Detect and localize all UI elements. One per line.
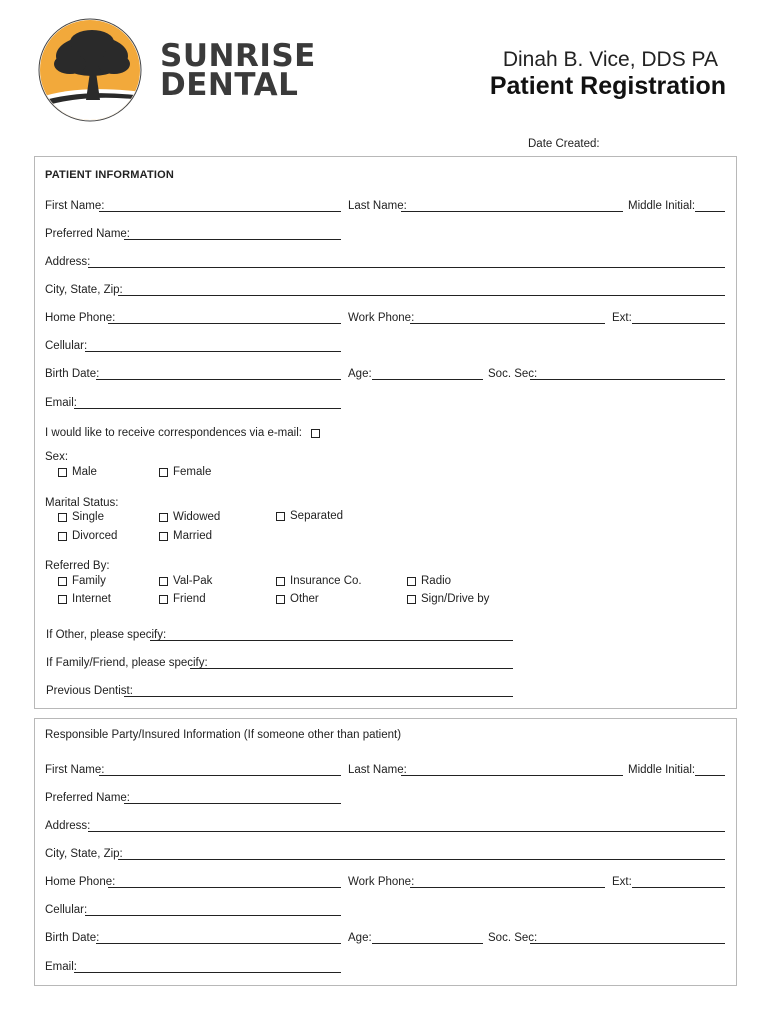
rp-first-name-field[interactable] [99, 775, 341, 776]
marital-option-single[interactable]: Single [58, 511, 104, 523]
rp-work-phone-label: Work Phone: [348, 876, 415, 888]
home-phone-field[interactable] [108, 323, 341, 324]
rp-birth-date-label: Birth Date: [45, 932, 100, 944]
referred-option-internet[interactable]: Internet [58, 593, 111, 605]
middle-initial-field[interactable] [695, 211, 725, 212]
ext-label: Ext: [612, 312, 632, 324]
checkbox[interactable] [159, 532, 168, 541]
preferred-name-label: Preferred Name: [45, 228, 131, 240]
work-phone-label: Work Phone: [348, 312, 415, 324]
rp-city-state-zip-label: City, State, Zip: [45, 848, 123, 860]
referred-option-other[interactable]: Other [276, 593, 319, 605]
date-created-label: Date Created: [528, 138, 600, 150]
if-family-friend-field[interactable] [190, 668, 513, 669]
rp-last-name-label: Last Name: [348, 764, 407, 776]
rp-age-field[interactable] [372, 943, 483, 944]
rp-email-label: Email: [45, 961, 77, 973]
rp-middle-initial-field[interactable] [695, 775, 725, 776]
marital-status-label: Marital Status: [45, 497, 119, 509]
referred-option-insurance[interactable]: Insurance Co. [276, 575, 362, 587]
rp-middle-initial-label: Middle Initial: [628, 764, 696, 776]
rp-birth-date-field[interactable] [96, 943, 341, 944]
referred-option-friend[interactable]: Friend [159, 593, 206, 605]
rp-home-phone-field[interactable] [108, 887, 341, 888]
rp-work-phone-field[interactable] [410, 887, 605, 888]
birth-date-field[interactable] [96, 379, 341, 380]
checkbox[interactable] [407, 595, 416, 604]
email-opt-in [45, 427, 320, 439]
checkbox[interactable] [276, 595, 285, 604]
rp-home-phone-label: Home Phone: [45, 876, 116, 888]
work-phone-field[interactable] [410, 323, 605, 324]
checkbox[interactable] [407, 577, 416, 586]
checkbox[interactable] [276, 512, 285, 521]
rp-cellular-label: Cellular: [45, 904, 88, 916]
soc-sec-label: Soc. Sec: [488, 368, 538, 380]
referred-option-radio[interactable]: Radio [407, 575, 451, 587]
age-label: Age: [348, 368, 372, 380]
brand-name: SUNRISE DENTAL [160, 38, 316, 103]
doctor-name: Dinah B. Vice, DDS PA [502, 48, 718, 71]
rp-soc-sec-field[interactable] [530, 943, 725, 944]
cellular-label: Cellular: [45, 340, 88, 352]
cellular-field[interactable] [85, 351, 341, 352]
responsible-party-section [34, 718, 737, 986]
sex-label: Sex: [45, 451, 69, 463]
checkbox[interactable] [159, 577, 168, 586]
email-opt-in-checkbox[interactable] [311, 429, 320, 438]
age-field[interactable] [372, 379, 483, 380]
birth-date-label: Birth Date: [45, 368, 100, 380]
first-name-field[interactable] [99, 211, 341, 212]
checkbox[interactable] [58, 595, 67, 604]
checkbox[interactable] [276, 577, 285, 586]
address-field[interactable] [88, 267, 725, 268]
checkbox[interactable] [58, 513, 67, 522]
first-name-label: First Name: [45, 200, 105, 212]
rp-ext-field[interactable] [632, 887, 725, 888]
checkbox[interactable] [58, 468, 67, 477]
rp-address-field[interactable] [88, 831, 725, 832]
soc-sec-field[interactable] [530, 379, 725, 380]
rp-first-name-label: First Name: [45, 764, 105, 776]
marital-option-married[interactable]: Married [159, 530, 212, 542]
address-label: Address: [45, 256, 91, 268]
checkbox[interactable] [159, 513, 168, 522]
checkbox[interactable] [159, 595, 168, 604]
email-opt-in-label: I would like to receive correspondences via e-mail: [45, 427, 302, 439]
home-phone-label: Home Phone: [45, 312, 116, 324]
rp-last-name-field[interactable] [401, 775, 623, 776]
rp-preferred-name-field[interactable] [124, 803, 341, 804]
marital-option-separated[interactable]: Separated [276, 510, 343, 522]
referred-by-label: Referred By: [45, 560, 110, 572]
referred-option-sign-drive-by[interactable]: Sign/Drive by [407, 593, 489, 605]
checkbox[interactable] [58, 577, 67, 586]
sunrise-dental-logo [38, 18, 142, 122]
rp-age-label: Age: [348, 932, 372, 944]
checkbox[interactable] [159, 468, 168, 477]
sex-option-female[interactable]: Female [159, 466, 211, 478]
checkbox[interactable] [58, 532, 67, 541]
middle-initial-label: Middle Initial: [628, 200, 696, 212]
section-title-patient: PATIENT INFORMATION [45, 169, 175, 181]
if-other-field[interactable] [150, 640, 513, 641]
email-field[interactable] [74, 408, 341, 409]
if-family-friend-label: If Family/Friend, please specify: [46, 657, 208, 669]
page-title: Patient Registration [489, 72, 726, 100]
rp-ext-label: Ext: [612, 876, 632, 888]
last-name-label: Last Name: [348, 200, 407, 212]
email-label: Email: [45, 397, 77, 409]
marital-option-divorced[interactable]: Divorced [58, 530, 117, 542]
rp-city-state-zip-field[interactable] [118, 859, 725, 860]
rp-soc-sec-label: Soc. Sec: [488, 932, 538, 944]
referred-option-val-pak[interactable]: Val-Pak [159, 575, 212, 587]
section-title-responsible: Responsible Party/Insured Information (If someone other than patient) [45, 729, 402, 741]
city-state-zip-label: City, State, Zip: [45, 284, 123, 296]
ext-field[interactable] [632, 323, 725, 324]
city-state-zip-field[interactable] [118, 295, 725, 296]
marital-option-widowed[interactable]: Widowed [159, 511, 220, 523]
rp-preferred-name-label: Preferred Name: [45, 792, 131, 804]
previous-dentist-field[interactable] [124, 696, 513, 697]
rp-address-label: Address: [45, 820, 91, 832]
preferred-name-field[interactable] [124, 239, 341, 240]
rp-email-field[interactable] [74, 972, 341, 973]
sex-option-male[interactable]: Male [58, 466, 97, 478]
rp-cellular-field[interactable] [85, 915, 341, 916]
referred-option-family[interactable]: Family [58, 575, 106, 587]
last-name-field[interactable] [401, 211, 623, 212]
if-other-label: If Other, please specify: [46, 629, 167, 641]
previous-dentist-label: Previous Dentist: [46, 685, 133, 697]
